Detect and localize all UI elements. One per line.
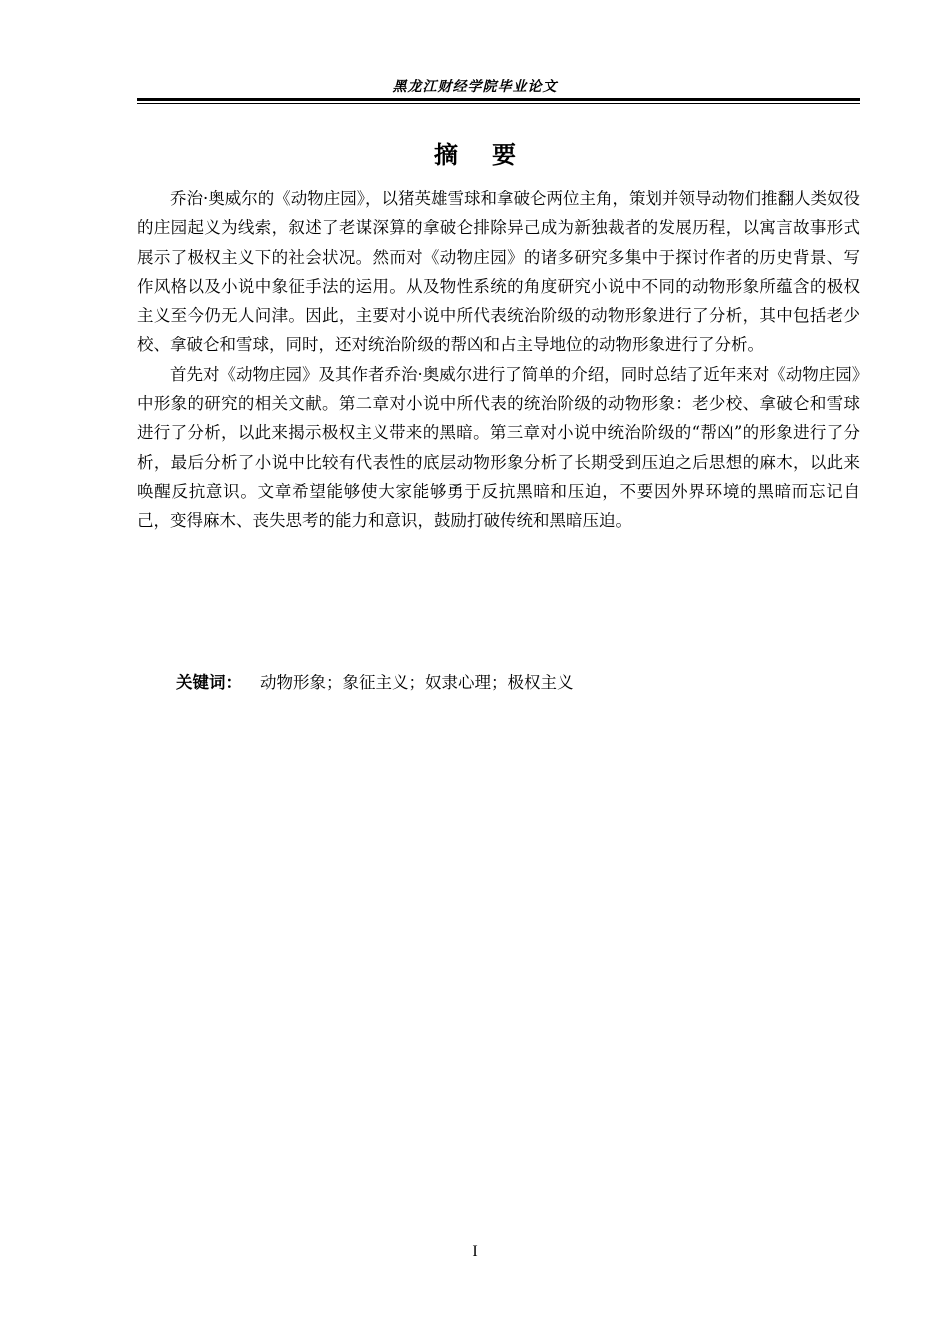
- keywords: [176, 668, 574, 697]
- abstract-title: 摘要: [434, 141, 550, 169]
- abstract-paragraph-2: 首先对《动物庄园》及其作者乔治·奥威尔进行了简单的介绍，同时总结了近年来对《动物庄园》中形象的研究的相关文献。第二章对小说中所代表的统治阶级的动物形象：老少校、拿破仑和雪球进行了分析，以此来揭示极权主义带来的黑暗。第三章对小说中统治阶级的“帮凶”的形象进行了分析，最后分析了小说中比较有代表性的底层动物形象分析了长期受到压迫之后思想的麻木，以此来唤醒反抗意识。文章希望能够使大家能够勇于反抗黑暗和压迫，不要因外界环境的黑暗而忘记自己，变得麻木、丧失思考的能力和意识，鼓励打破传统和黑暗压迫。: [137, 364, 860, 531]
- abstract-body: [137, 184, 860, 536]
- page-number: I: [472, 1243, 478, 1260]
- keywords-value: 动物形象；象征主义；奴隶心理；极权主义: [260, 673, 574, 692]
- header-rule-thin: [137, 103, 860, 104]
- header-rule-thick: [137, 98, 860, 101]
- keywords-label: 关键词：: [176, 673, 242, 692]
- page-header: 黑龙江财经学院毕业论文: [392, 79, 558, 95]
- abstract-paragraph-1: 乔治·奥威尔的《动物庄园》，以猪英雄雪球和拿破仑两位主角，策划并领导动物们推翻人类奴役的庄园起义为线索，叙述了老谋深算的拿破仑排除异己成为新独裁者的发展历程，以寓言故事形式展示了极权主义下的社会状况。然而对《动物庄园》的诸多研究多集中于探讨作者的历史背景、写作风格以及小说中象征手法的运用。从及物性系统的角度研究小说中不同的动物形象所蕴含的极权主义至今仍无人问津。因此，主要对小说中所代表统治阶级的动物形象进行了分析，其中包括老少校、拿破仑和雪球，同时，还对统治阶级的帮凶和占主导地位的动物形象进行了分析。: [137, 189, 860, 355]
